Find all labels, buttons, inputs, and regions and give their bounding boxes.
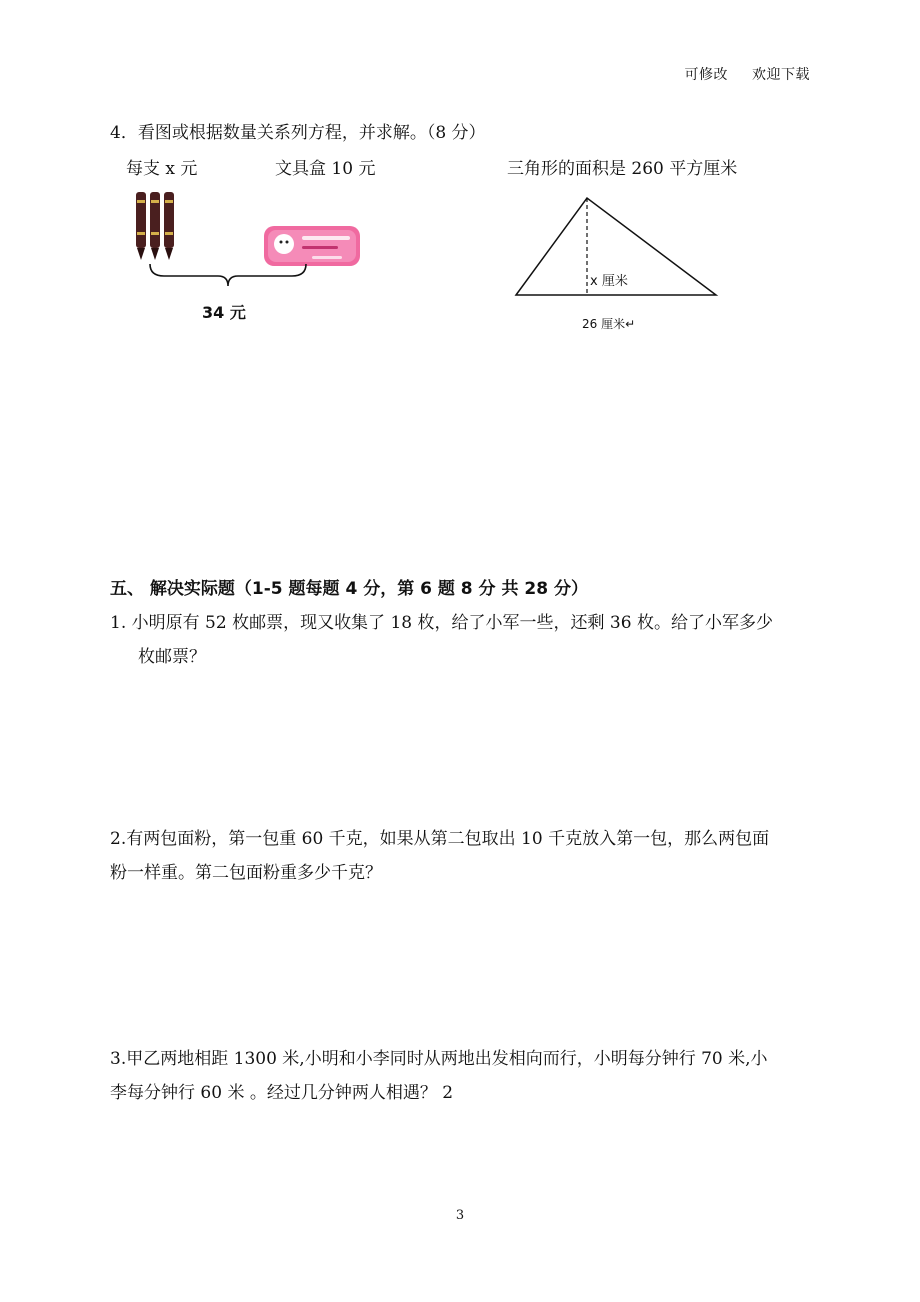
pens-illustration [130,188,180,266]
section-5-title: 五、 解决实际题（1-5 题每题 4 分，第 6 题 8 分 共 28 分） [110,579,588,599]
problem-1-line-1: 1. 小明原有 52 枚邮票，现又收集了 18 枚，给了小军一些，还剩 36 枚。给了小军多少 [110,613,773,633]
pen-icon [136,192,146,260]
question-4-title: 4．看图或根据数量关系列方程，并求解。（8 分） [110,123,486,143]
problem-3 [110,1042,820,1110]
total-cost-label: 34 元 [202,303,246,322]
pen-price-label: 每支 x 元 [126,159,198,179]
problem-1 [110,606,820,674]
problem-2-line-1: 2.有两包面粉，第一包重 60 千克，如果从第二包取出 10 千克放入第一包，那么两包面 [110,829,770,849]
triangle-base-label: 26 厘米↵ [582,317,636,331]
triangle-area-label: 三角形的面积是 260 平方厘米 [507,159,738,179]
problem-2-line-2: 粉一样重。第二包面粉重多少千克？ [110,863,382,883]
page-header [685,64,811,84]
problem-3-line-2: 李每分钟行 60 米 。经过几分钟两人相遇？ 2 [110,1083,454,1103]
problem-1-line-2: 枚邮票？ [138,647,206,667]
pen-icon [150,192,160,260]
triangle-height-label: x 厘米 [590,274,628,289]
header-editable-note: 可修改 [684,67,728,83]
page-number: 3 [455,1208,465,1223]
problem-3-line-1: 3.甲乙两地相距 1300 米,小明和小李同时从两地出发相向而行，小明每分钟行 70 米,小 [110,1049,768,1069]
pen-icon [164,192,174,260]
header-download-note: 欢迎下载 [752,67,810,83]
pencil-box-label: 文具盒 10 元 [275,159,376,179]
problem-2 [110,822,820,890]
sum-brace [146,262,310,288]
